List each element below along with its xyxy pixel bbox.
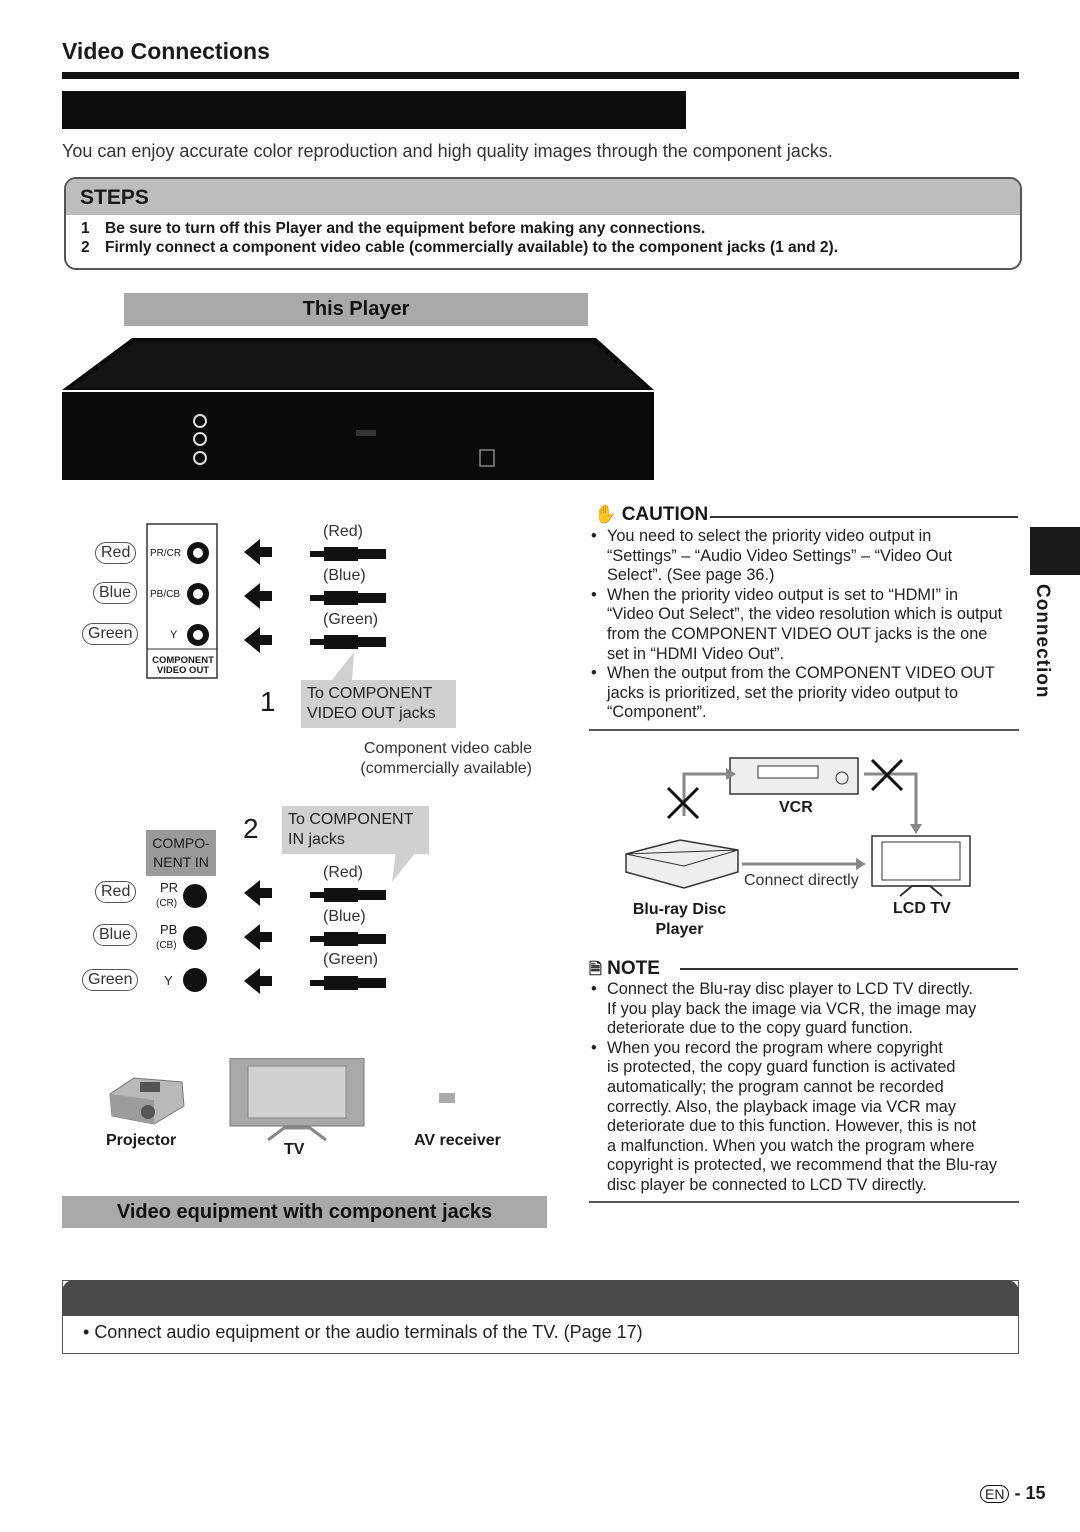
note-line: • Connect the Blu-ray disc player to LCD TV directly.: [607, 980, 973, 998]
note-line: automatically; the program cannot be recorded: [607, 1077, 944, 1096]
side-tab-marker: [1030, 527, 1080, 575]
bottom-cable-plugs: [240, 876, 400, 1001]
cable-color-red: (Red): [323, 864, 364, 881]
steps-box: [64, 177, 1022, 270]
jack-color-green: Green: [82, 969, 138, 991]
jack-color-blue: Blue: [93, 924, 137, 946]
bluray-player-icon: [626, 840, 738, 888]
note-item: [589, 980, 1019, 1039]
caution-rule: [710, 516, 1018, 518]
note-line: disc player be connected to LCD TV directly.: [607, 1175, 927, 1194]
panel-caption-line: VIDEO OUT: [156, 665, 210, 676]
note-icon: 🗎: [589, 961, 602, 978]
bluray-label: [622, 900, 737, 940]
language-badge: EN: [980, 1485, 1009, 1503]
callout-1-number: 1: [260, 686, 276, 717]
note-item: [589, 1039, 1019, 1196]
audio-box-text-content: Connect audio equipment or the audio terminals of the TV. (Page 17): [94, 1322, 643, 1342]
intro-text: You can enjoy accurate color reproduction and high quality images through the component jacks.: [62, 141, 833, 161]
callout-line: IN jacks: [288, 831, 345, 848]
player-rear-illustration: [60, 334, 658, 486]
jack-color-red: Red: [95, 881, 136, 903]
jack-color-red: Red: [95, 542, 136, 564]
connect-directly-label: Connect directly: [744, 872, 859, 889]
hand-stop-icon: ✋: [594, 504, 617, 524]
note-line: correctly. Also, the playback image via VCR may: [607, 1097, 956, 1116]
step-number: 2: [81, 239, 90, 256]
y-in-label: Y: [164, 973, 173, 988]
jack-color-blue: Blue: [93, 582, 137, 604]
panel-caption-line: COMPONENT: [152, 655, 214, 666]
callout-2-number: 2: [243, 813, 259, 844]
bluray-label-line: Player: [655, 921, 704, 938]
av-receiver-label: AV receiver: [414, 1132, 501, 1149]
caution-heading: [594, 504, 708, 526]
callout-2: [282, 806, 429, 854]
component-video-out-caption: [148, 656, 218, 676]
audio-box-header: [62, 1280, 1019, 1316]
cable-color-blue: (Blue): [323, 908, 366, 925]
caution-line: “Component”.: [607, 703, 707, 722]
note-line: deteriorate due to this function. However, this is not: [607, 1117, 977, 1136]
step-1: [81, 220, 705, 238]
tv-icon: [228, 1058, 366, 1142]
caution-line: jacks is prioritized, set the priority video output to: [607, 683, 959, 702]
vcr-label: VCR: [779, 799, 813, 816]
pb-label: PB: [160, 922, 178, 937]
note-line: • When you record the program where copyright: [607, 1038, 943, 1057]
y-label: Y: [170, 629, 178, 641]
callout-1: [301, 680, 456, 728]
vcr-icon: [730, 758, 858, 794]
lcd-tv-icon: [872, 836, 970, 896]
steps-header: [66, 179, 1020, 215]
note-title: NOTE: [607, 958, 660, 979]
note-line: If you play back the image via VCR, the image may: [607, 999, 977, 1018]
callout-line: To COMPONENT: [288, 811, 414, 828]
step-2: [81, 239, 838, 257]
cr-label: (CR): [156, 898, 178, 909]
cable-color-blue: (Blue): [323, 567, 366, 584]
cable-label-line: (commercially available): [360, 760, 532, 777]
caution-line: set in “HDMI Video Out”.: [607, 644, 785, 663]
note-rule: [680, 968, 1018, 970]
projector-icon: [104, 1072, 188, 1128]
panel-caption-line: NENT IN: [153, 854, 209, 870]
title-rule: [62, 72, 1019, 79]
caution-line: from the COMPONENT VIDEO OUT jacks is the one: [607, 624, 988, 643]
component-in-jacks: [180, 880, 212, 995]
page-title: Video Connections: [62, 38, 270, 64]
page-number: EN - 15: [980, 1483, 1046, 1504]
panel-caption-line: COMPO-: [152, 835, 210, 851]
caution-line: • When the priority video output is set to “HDMI” in: [607, 585, 959, 604]
audio-box: [62, 1280, 1019, 1354]
caution-bottom-rule: [589, 729, 1019, 731]
caution-item: [589, 664, 1019, 723]
step-text: Firmly connect a component video cable (commercially available) to the component jacks (1 and 2).: [105, 239, 839, 256]
callout-line: To COMPONENT: [307, 685, 433, 702]
note-line: copyright is protected, we recommend that the Blu-ray: [607, 1156, 998, 1175]
page-number-value: 15: [1025, 1483, 1046, 1503]
video-equipment-label: Video equipment with component jacks: [62, 1196, 547, 1228]
step-text: Be sure to turn off this Player and the equipment before making any connections.: [105, 220, 706, 237]
cb-label: (CB): [156, 940, 177, 951]
audio-box-text: • Connect audio equipment or the audio terminals of the TV. (Page 17): [83, 1322, 643, 1342]
caution-line: “Settings” – “Audio Video Settings” – “Video Out: [607, 546, 953, 565]
tv-label: TV: [284, 1141, 305, 1158]
steps-title: STEPS: [80, 186, 149, 209]
note-bottom-rule: [589, 1201, 1019, 1203]
cable-color-red: (Red): [323, 523, 364, 540]
cable-color-green: (Green): [323, 611, 379, 628]
pb-cb-label: PB/CB: [150, 589, 181, 600]
pr-label: PR: [160, 880, 179, 895]
caution-title: CAUTION: [621, 504, 709, 525]
note-line: a malfunction. When you watch the program where: [607, 1136, 975, 1155]
step-number: 1: [81, 220, 90, 237]
cable-color-green: (Green): [323, 951, 379, 968]
caution-line: Select”. (See page 36.): [607, 566, 775, 585]
black-banner: [62, 91, 686, 129]
caution-line: • You need to select the priority video output in: [607, 527, 932, 545]
callout-line: VIDEO OUT jacks: [307, 705, 436, 722]
side-tab-label: Connection: [1032, 584, 1053, 699]
note-list: [589, 980, 1019, 1196]
cable-label: [336, 739, 532, 779]
caution-item: [589, 586, 1019, 664]
caution-line: “Video Out Select”, the video resolution which is output: [607, 605, 1003, 624]
lcd-tv-label: LCD TV: [893, 900, 951, 917]
caution-list: [589, 527, 1019, 723]
note-line: is protected, the copy guard function is activated: [607, 1058, 956, 1077]
projector-label: Projector: [106, 1132, 177, 1149]
caution-line: • When the output from the COMPONENT VIDEO OUT: [607, 664, 995, 683]
caution-item: [589, 527, 1019, 586]
callout-1-pointer: [330, 650, 360, 682]
cable-label-line: Component video cable: [363, 740, 532, 757]
note-line: deteriorate due to the copy guard function.: [607, 1019, 913, 1038]
top-cable-plugs: [240, 535, 400, 660]
component-in-panel: [146, 830, 216, 876]
jack-color-green: Green: [82, 623, 138, 645]
av-receiver-icon: [439, 1093, 455, 1103]
pr-cr-label: PR/CR: [150, 548, 182, 559]
this-player-label: This Player: [124, 293, 588, 326]
bluray-label-line: Blu-ray Disc: [632, 901, 727, 918]
arrow-left-icon: [244, 539, 272, 565]
